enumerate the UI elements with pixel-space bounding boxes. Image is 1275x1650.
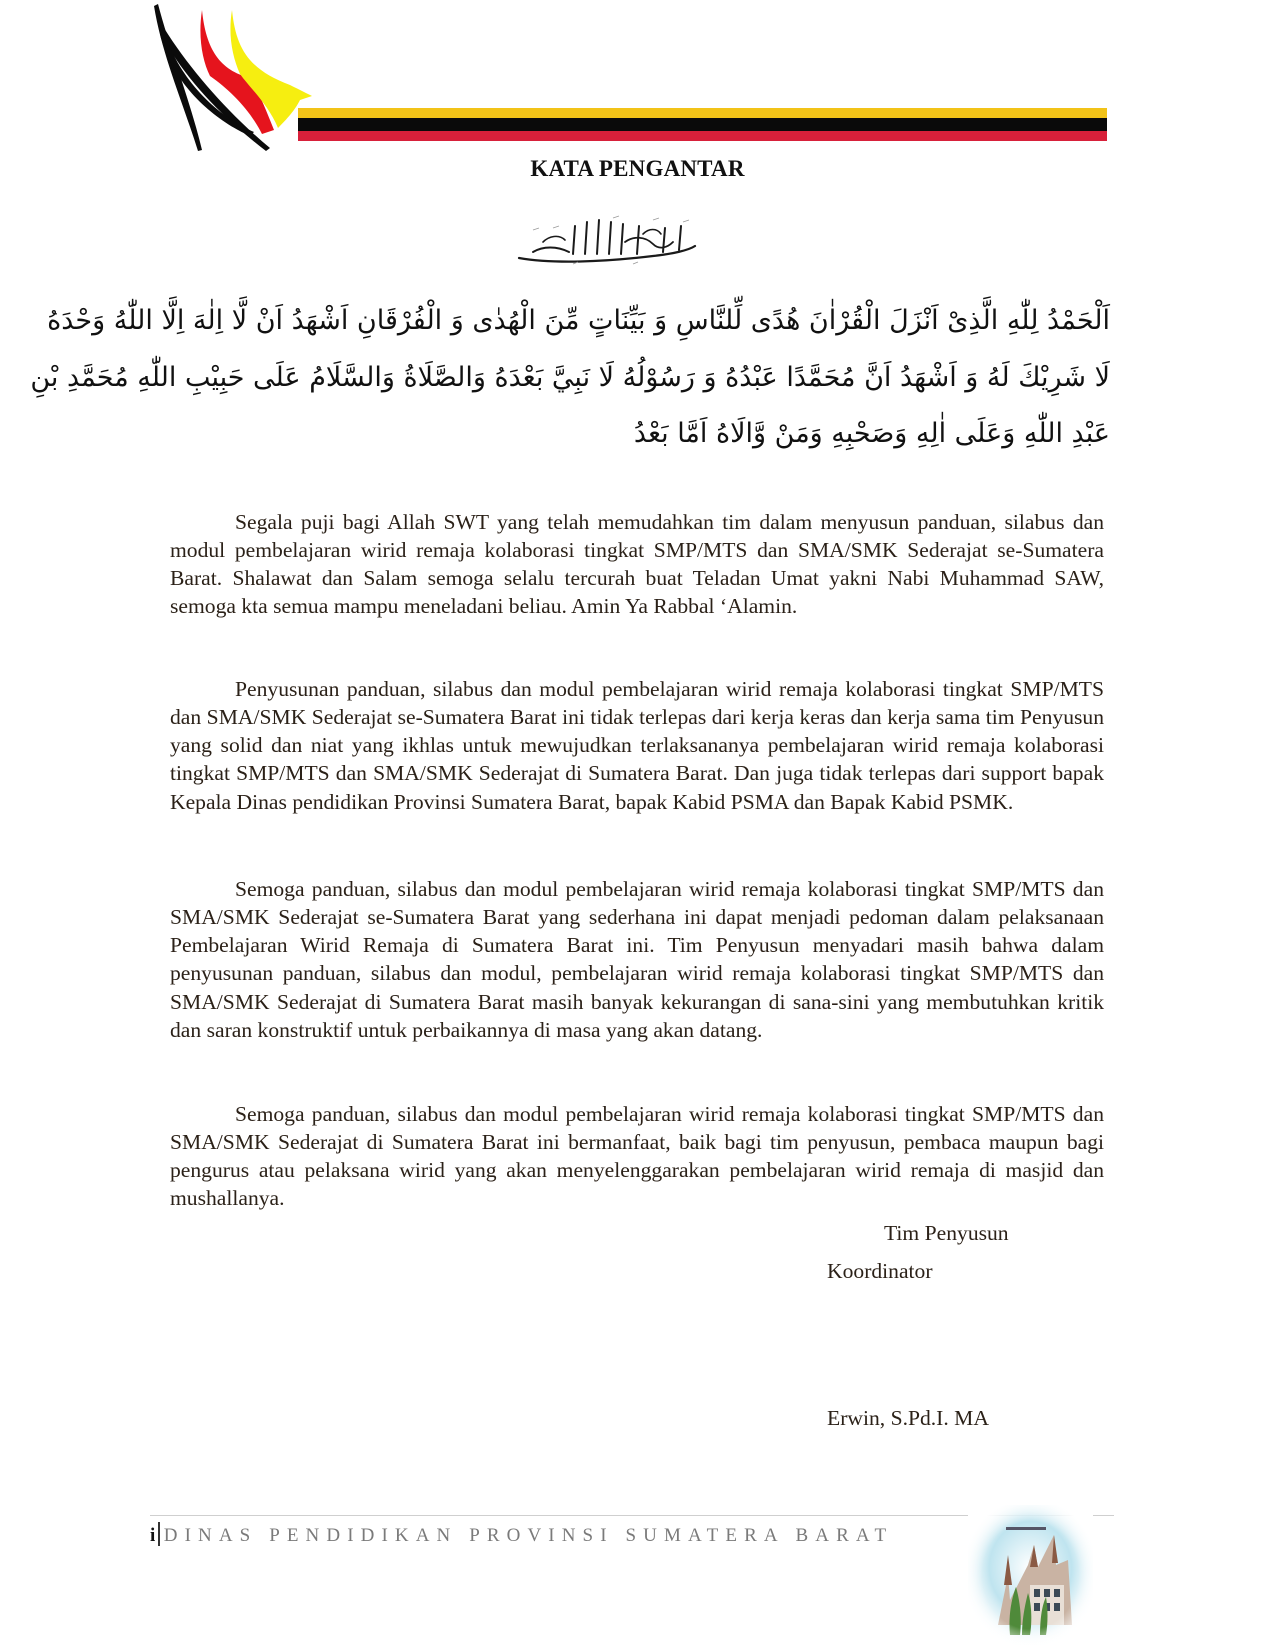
header-stripe-red bbox=[298, 131, 1107, 141]
signature-team: Tim Penyusun bbox=[884, 1221, 1009, 1245]
signature-name: Erwin, S.Pd.I. MA bbox=[827, 1406, 989, 1430]
arabic-text-line: عَبْدِ اللّٰهِ وَعَلَى اٰلِهِ وَصَحْبِهِ وَمَنْ وَّالَاهُ اَمَّا بَعْدُ bbox=[633, 418, 1110, 449]
footer-separator bbox=[158, 1522, 160, 1546]
footer-organization: DINAS PENDIDIKAN PROVINSI SUMATERA BARAT bbox=[163, 1525, 894, 1546]
body-paragraph: Segala puji bagi Allah SWT yang telah memudahkan tim dalam menyusun panduan, silabus dan modul pembelajaran wirid remaja kolaborasi tingkat SMP/MTS dan SMA/SMK Sederajat se-Sumatera Barat. Shalawat dan Salam semoga selalu tercurah buat Teladan Umat yakni Nabi Muhammad SAW, semoga kta semua mampu meneladani beliau. Amin Ya Rabbal ‘Alamin. bbox=[170, 509, 1104, 619]
page-number: i bbox=[150, 1525, 156, 1546]
page-title-text: KATA PENGANTAR bbox=[530, 156, 745, 181]
arabic-text-line: اَلْحَمْدُ لِلّٰهِ الَّذِىْ اَنْزَلَ الْقُرْاٰنَ هُدًى لِّلنَّاسِ وَ بَيِّنَاتٍ مِّنَ الْهُدٰى وَ الْفُرْقَانِ اَشْهَدُ اَنْ لَّا اِلٰهَ اِلَّا اللّٰهُ وَحْدَهُ bbox=[47, 305, 1110, 336]
arabic-text-line: لَا شَرِيْكَ لَهُ وَ اَشْهَدُ اَنَّ مُحَمَّدًا عَبْدُهُ وَ رَسُوْلُهُ لَا نَبِيَّ بَعْدَهُ وَالصَّلَاةُ وَالسَّلَامُ عَلَى حَبِيْبِ اللّٰهِ مُحَمَّدِ بْنِ bbox=[30, 362, 1110, 393]
footer bbox=[150, 1522, 893, 1547]
header-stripe-black bbox=[298, 118, 1107, 131]
page-title bbox=[0, 156, 1275, 182]
body-paragraph: Penyusunan panduan, silabus dan modul pembelajaran wirid remaja kolaborasi tingkat SMP/MTS dan SMA/SMK Sederajat se-Sumatera Barat ini tidak terlepas dari kerja keras dan kerja sama tim Penyusun yang solid dan niat yang ikhlas untuk mewujudkan terlaksananya pembelajaran wirid remaja kolaborasi tingkat SMP/MTS dan SMA/SMK Sederajat di Sumatera Barat. Dan juga tidak terlepas dari support bapak Kepala Dinas pendidikan Provinsi Sumatera Barat, bapak Kabid PSMA dan Bapak Kabid PSMK. bbox=[170, 676, 1104, 814]
rumah-gadang-logo-icon bbox=[150, 0, 320, 160]
bismillah-calligraphy-icon bbox=[513, 212, 699, 268]
body-paragraph: Semoga panduan, silabus dan modul pembelajaran wirid remaja kolaborasi tingkat SMP/MTS dan SMA/SMK Sederajat se-Sumatera Barat yang sederhana ini dapat menjadi pedoman dalam pelaksanaan Pembelajaran Wirid Remaja di Sumatera Barat ini. Tim Penyusun menyadari masih bahwa dalam penyusunan panduan, silabus dan modul, pembelajaran wirid remaja kolaborasi tingkat SMP/MTS dan SMA/SMK Sederajat di Sumatera Barat masih banyak kekurangan di sana-sini yang membutuhkan kritik dan saran konstruktif untuk perbaikannya di masa yang akan datang. bbox=[170, 876, 1104, 1043]
signature-role: Koordinator bbox=[827, 1259, 933, 1283]
office-building-photo-icon bbox=[968, 1505, 1093, 1645]
header-stripe-yellow bbox=[298, 108, 1107, 118]
body-paragraph: Semoga panduan, silabus dan modul pembelajaran wirid remaja kolaborasi tingkat SMP/MTS dan SMA/SMK Sederajat di Sumatera Barat ini bermanfaat, baik bagi tim penyusun, pembaca maupun bagi pengurus atau pelaksana wirid yang akan menyelenggarakan pembelajaran wirid remaja di masjid dan mushallanya. bbox=[170, 1101, 1104, 1211]
